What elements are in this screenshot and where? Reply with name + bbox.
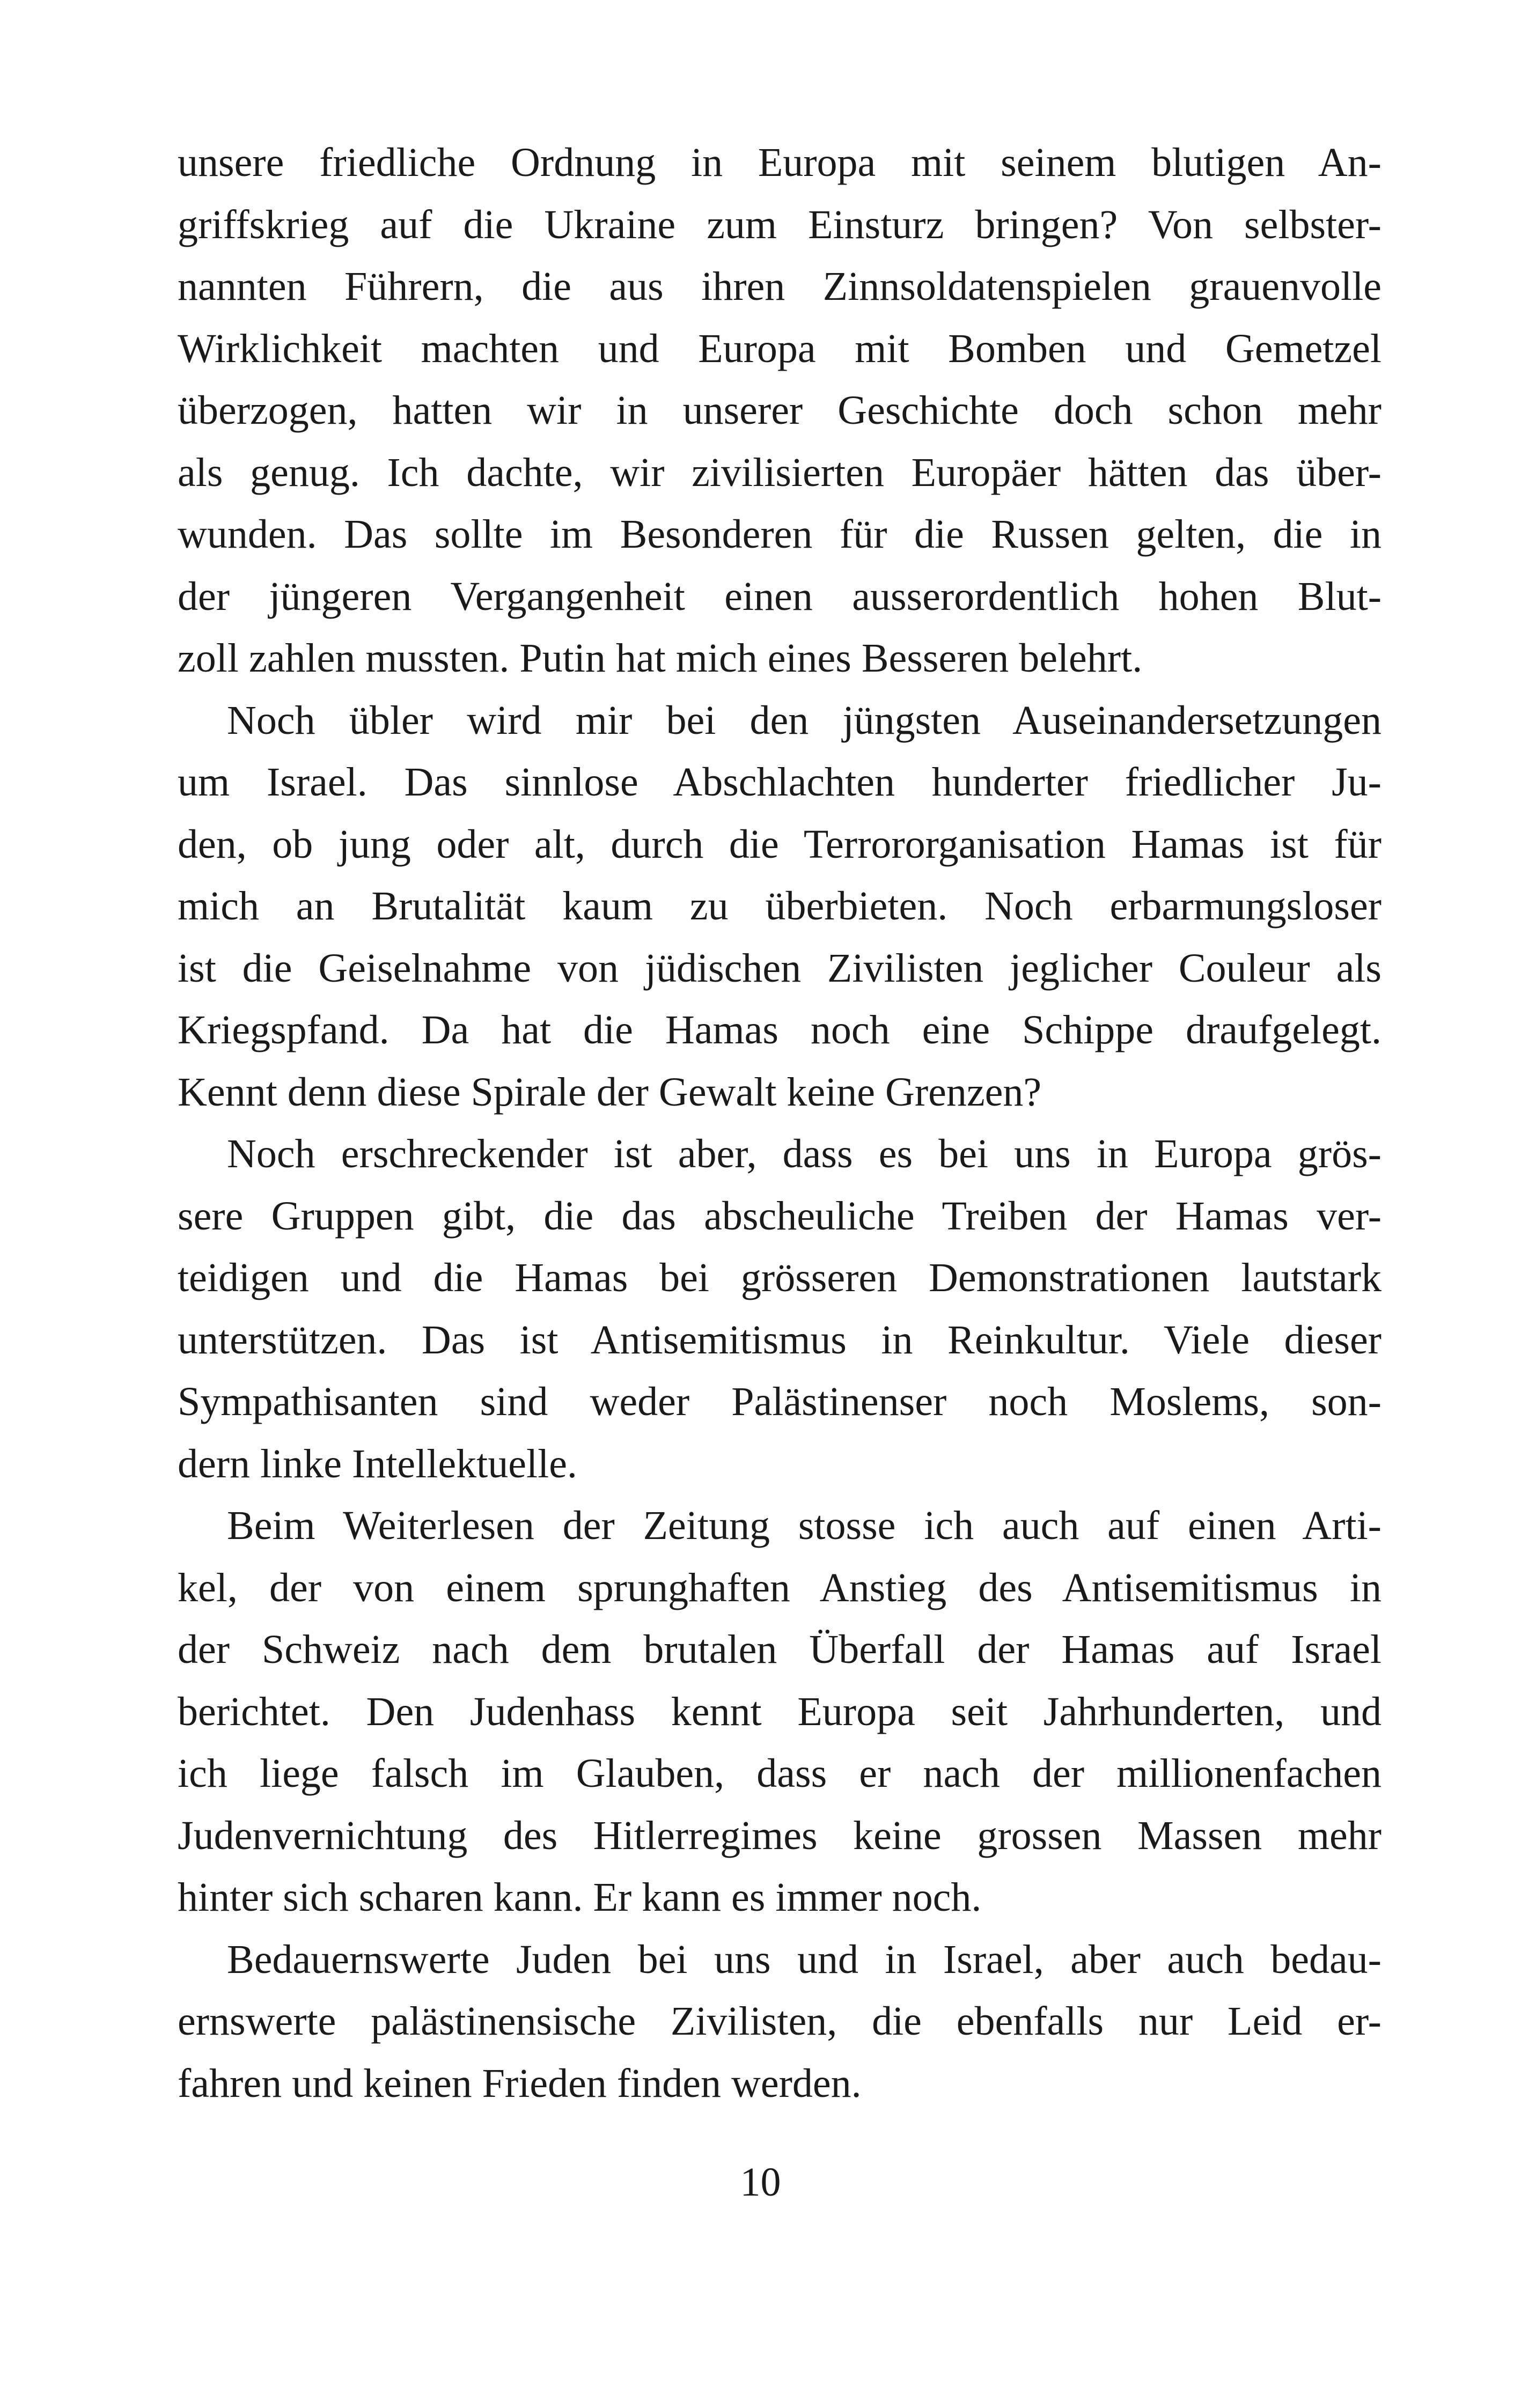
text-line: mich an Brutalität kaum zu überbieten. Noch erbarmungsloser (178, 883, 1382, 929)
text-line: Wirklichkeit machten und Europa mit Bomben und Gemetzel (178, 326, 1382, 371)
text-line: um Israel. Das sinnlose Abschlachten hunderter friedlicher Ju- (178, 760, 1382, 805)
text-line: hinter sich scharen kann. Er kann es immer noch. (178, 1875, 982, 1920)
text-line: unsere friedliche Ordnung in Europa mit seinem blutigen An- (178, 140, 1382, 185)
text-line: berichtet. Den Judenhass kennt Europa seit Jahrhunderten, und (178, 1689, 1382, 1734)
text-line: zoll zahlen mussten. Putin hat mich eines Besseren belehrt. (178, 636, 1143, 681)
text-line: Kriegspfand. Da hat die Hamas noch eine Schippe draufgelegt. (178, 1007, 1382, 1052)
paragraph-3 (178, 1123, 1382, 1495)
text-line: Kennt denn diese Spirale der Gewalt keine Grenzen? (178, 1069, 1042, 1115)
text-line: ernswerte palästinensische Zivilisten, die ebenfalls nur Leid er- (178, 1999, 1382, 2044)
text-line: griffskrieg auf die Ukraine zum Einsturz bringen? Von selbster- (178, 202, 1382, 247)
text-line: wunden. Das sollte im Besonderen für die Russen gelten, die in (178, 512, 1382, 557)
text-line: teidigen und die Hamas bei grösseren Demonstrationen lautstark (178, 1255, 1382, 1300)
paragraph-4 (178, 1495, 1382, 1929)
text-line: der jüngeren Vergangenheit einen ausserordentlich hohen Blut- (178, 573, 1382, 619)
text-line: Noch übler wird mir bei den jüngsten Auseinandersetzungen (227, 697, 1382, 743)
text-line: Beim Weiterlesen der Zeitung stosse ich auch auf einen Arti- (227, 1503, 1382, 1548)
text-line: den, ob jung oder alt, durch die Terrororganisation Hamas ist für (178, 821, 1382, 867)
paragraph-1 (178, 132, 1382, 690)
paragraph-2 (178, 690, 1382, 1124)
text-line: als genug. Ich dachte, wir zivilisierten Europäer hätten das über- (178, 450, 1382, 495)
text-line: unterstützen. Das ist Antisemitismus in Reinkultur. Viele dieser (178, 1317, 1382, 1363)
text-line: Judenvernichtung des Hitlerregimes keine grossen Massen mehr (178, 1813, 1382, 1858)
text-line: ist die Geiselnahme von jüdischen Zivilisten jeglicher Couleur als (178, 945, 1382, 991)
text-line: der Schweiz nach dem brutalen Überfall der Hamas auf Israel (178, 1627, 1382, 1672)
body-text (178, 132, 1382, 2115)
paragraph-5 (178, 1929, 1382, 2115)
page-number: 10 (740, 2160, 781, 2205)
text-line: überzogen, hatten wir in unserer Geschichte doch schon mehr (178, 388, 1382, 433)
text-line: fahren und keinen Frieden finden werden. (178, 2060, 862, 2106)
text-line: dern linke Intellektuelle. (178, 1441, 577, 1486)
text-line: Noch erschreckender ist aber, dass es bei uns in Europa grös- (227, 1131, 1382, 1176)
text-line: nannten Führern, die aus ihren Zinnsoldatenspielen grauenvolle (178, 264, 1382, 309)
text-line: Sympathisanten sind weder Palästinenser noch Moslems, son- (178, 1379, 1382, 1424)
text-line: ich liege falsch im Glauben, dass er nach der millionenfachen (178, 1751, 1382, 1796)
text-line: Bedauernswerte Juden bei uns und in Israel, aber auch bedau- (227, 1936, 1382, 1982)
text-line: sere Gruppen gibt, die das abscheuliche Treiben der Hamas ver- (178, 1193, 1382, 1239)
text-line: kel, der von einem sprunghaften Anstieg des Antisemitismus in (178, 1565, 1382, 1610)
